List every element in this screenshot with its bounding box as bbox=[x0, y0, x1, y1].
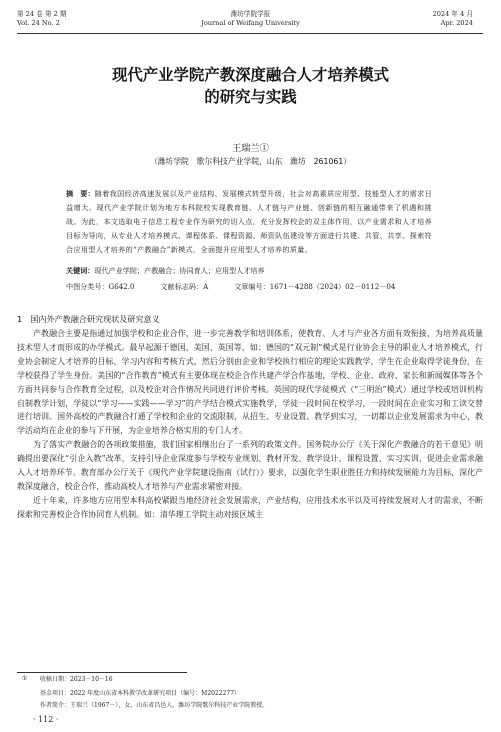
keywords-text: 现代产业学院；产教融合；协同育人；应用型人才培养 bbox=[94, 266, 265, 275]
header-volume-en: Vol. 24 No. 2 bbox=[17, 19, 60, 27]
footnote-received: 收稿日期：2023－10－16 bbox=[40, 676, 113, 683]
body-paragraph-2: 为了落实产教融合的各项政策措施，我们国家相继出台了一系列的政策文件。国务院办公厅《关于深化产教融合的若干意见》明确提出要深化“引企入教”改革，支持引导企业深度参与学校专业规划、教材开发、教学设计、课程设置、实习实训，促进企业需求融入人才培养环节。教育部办公厅关于《现代产业学院建设指南（试行）》要求，以强化学生职业胜任力和持续发展能力为目标，深化产教深度融合，校企合作，推动高校人才培养与产业需求紧密对接。 bbox=[17, 440, 483, 491]
clc-number: 中图分类号：G642.0 bbox=[66, 282, 135, 291]
paper-title bbox=[0, 64, 501, 108]
header-date bbox=[433, 10, 473, 28]
keywords bbox=[66, 266, 432, 276]
body-paragraph-3: 近十年来，许多地方应用型本科高校紧跟当地经济社会发展需求，产业结构，应用技术水平以及可持续发展对人才的需求，不断探索和完善校企合作协同育人机制。如：清华理工学院主动对接区域主 bbox=[17, 495, 483, 519]
abstract-label: 摘 要： bbox=[66, 189, 95, 198]
article-number: 文章编号：1671－4288（2024）02－0112－04 bbox=[234, 282, 396, 291]
header-date-en: Apr. 2024 bbox=[440, 19, 473, 27]
header-journal bbox=[0, 10, 501, 28]
section-heading: 1 国内外产教融合研究现状及研究意义 bbox=[17, 314, 160, 324]
abstract bbox=[66, 187, 432, 257]
author-name: 王瑞兰① bbox=[232, 143, 269, 154]
keywords-label: 关键词： bbox=[66, 266, 95, 275]
abstract-text: 随着我国经济高速发展以及产业结构、发展模式转型升级，社会对高素质应用型、技能型人才的需求日益增大。现代产业学院计划为地方本科院校实现教育链、人才链与产业链、创新链的相互融通带来了机遇和挑战。为此，本文选取电子信息工程专业作为研究的切入点，充分发挥校企的双主体作用，以产业需求和人才培养目标为导向，从专业人才培养模式、课程体系、课程资源、师资队伍建设等方面进行共建、共管、共享。探索符合应用型人才培养的“产教融合”新模式，全面提升应用型人才培养的质量。 bbox=[66, 189, 433, 254]
header-journal-en: Journal of Weifang University bbox=[201, 19, 300, 27]
header-journal-cn: 潍坊学院学报 bbox=[230, 10, 271, 18]
header-volume-cn: 第 24 卷 第 2 期 bbox=[17, 10, 67, 18]
page-number: · 112 · bbox=[33, 715, 59, 724]
footnote-fund: 基金项目：2022 年度山东省本科教学改革研究项目（编号：M2022277） bbox=[40, 690, 241, 697]
header-date-cn: 2024 年 4 月 bbox=[432, 10, 473, 18]
paper-title-line-1: 现代产业学院产教深度融合人才培养模式 bbox=[111, 66, 390, 84]
footnote-mark: ① bbox=[22, 675, 28, 682]
body-paragraph-1: 产教融合主要是指通过加强学校和企业合作，进一步完善教学和培训体系，使教育、人才与产业各方面有效衔接，为培养高质量技术型人才而形成的办学模式。最早起源于德国、美国、英国等，如：德国的“双元制”模式是行业协会主导的职业人才培养模式，行业协会制定人才培养的目标、学习内容和考核方式，然后分别由企业和学校执行相应的理论实践教学，学生在企业取得学徒身份，在学校获得了学生身份。美国的“合作教育”模式有主要体现在校企合作共建产学合作基地，学校、企业、政府、家长和新闻媒体等各个方面共同参与合作教育全过程，以及校企对合作情况共同进行评价考核。英国的现代学徒模式（“三明治”模式）通过学校或培训机构自制教学计划，学徒以“学习——实践——学习”的产学结合模式实施教学，学徒一段时间在校学习，一段时间在企业实习和工读交替进行培训。国外高校的产教融合打通了学校和企业的交流限制，从招生、专业设置、教学到实习，一切都以企业发展需求为中心，教学活动均在企业的参与下开展，为企业培养合格实用的专门人才。 bbox=[17, 329, 483, 436]
paper-title-line-2: 的研究与实践 bbox=[204, 88, 297, 106]
classification-line bbox=[66, 282, 446, 292]
header-divider bbox=[17, 33, 483, 34]
footnote-divider bbox=[17, 672, 187, 673]
author-affiliation: （潍坊学院 歌尔科技产业学院，山东 潍坊 261061） bbox=[149, 157, 352, 166]
footnote-author-bio: 作者简介：王瑞兰（1967－），女，山东省昌邑人，潍坊学院歌尔科技产业学院教授。 bbox=[40, 702, 269, 709]
document-code: 文献标志码：A bbox=[160, 282, 209, 291]
body-text bbox=[17, 327, 483, 522]
